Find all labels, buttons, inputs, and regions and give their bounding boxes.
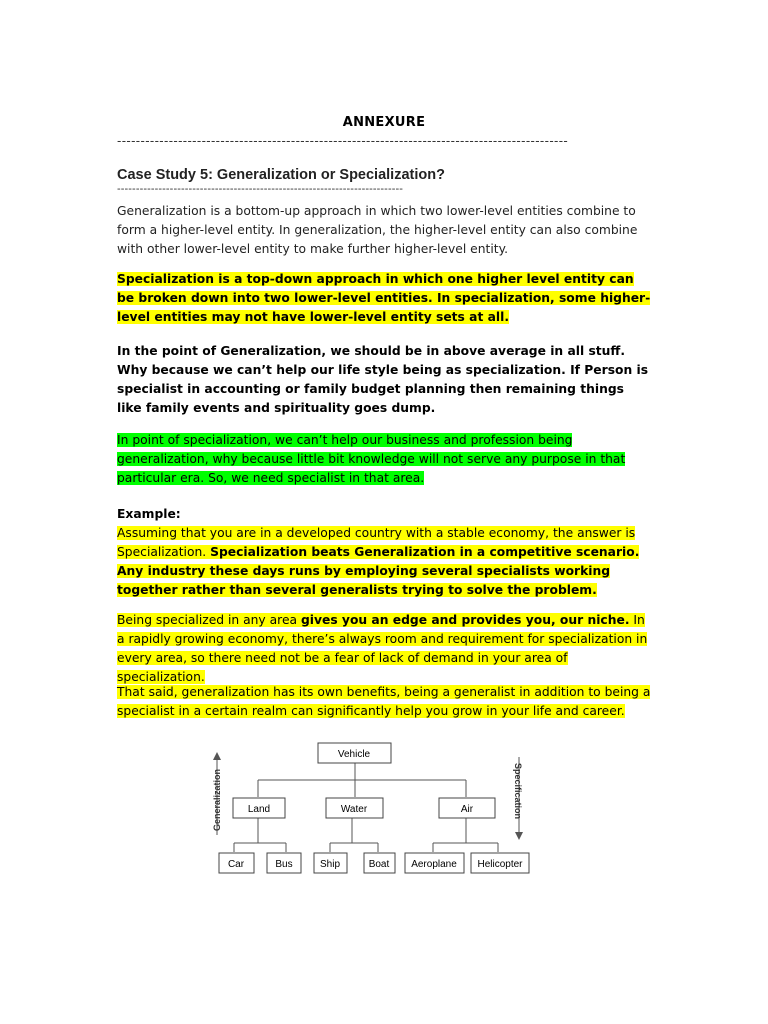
- node-boat: [364, 853, 395, 873]
- dash-separator-short: ----------------------------------------------------------------------------: [117, 183, 403, 195]
- paragraph-point-specialization: [117, 431, 651, 488]
- node-vehicle: [318, 743, 391, 763]
- specification-axis-label: Specification: [513, 763, 523, 820]
- svg-text:Car: Car: [227, 859, 245, 870]
- svg-text:Land: Land: [247, 804, 271, 815]
- paragraph-generalist-benefits: [117, 683, 651, 721]
- para6-plain-1: Being specialized in any area: [117, 613, 301, 627]
- svg-text:Bus: Bus: [275, 859, 293, 870]
- svg-text:Air: Air: [460, 804, 474, 815]
- vehicle-hierarchy-diagram: [208, 735, 538, 880]
- up-arrow-icon: [213, 752, 221, 760]
- dash-separator-long: ------------------------------------------------------------------------------------------------: [117, 133, 569, 148]
- para6-bold: gives you an edge and provides you, our niche.: [300, 613, 630, 627]
- svg-text:Water: Water: [340, 804, 368, 815]
- svg-text:Boat: Boat: [368, 859, 390, 870]
- paragraph-point-generalization: In the point of Generalization, we should be in above average in all stuff. Why because we can’t help our life style being as specialization. If Person is specialist in accounting or family budget planning then remaining things like family events and spirituality goes dump.: [117, 344, 649, 415]
- highlighted-text: [117, 613, 647, 684]
- example-text-plain: Assuming that you are in a developed country with a stable economy, the answer is Specialization.: [117, 526, 636, 559]
- case-study-heading: Case Study 5: Generalization or Specialization?: [117, 167, 445, 183]
- node-ship: [314, 853, 347, 873]
- page-title: ANNEXURE: [342, 115, 426, 130]
- node-bus: [267, 853, 301, 873]
- highlighted-text: That said, generalization has its own benefits, being a generalist in addition to being a specialist in a certain realm can significantly help you grow in your life and career.: [117, 685, 651, 718]
- down-arrow-icon: [515, 832, 523, 840]
- highlighted-text: Specialization is a top-down approach in which one higher level entity can be broken down into two lower-level entities. In specialization, some higher-level entities may not have lower-level entity sets at all.: [117, 272, 651, 324]
- node-helicopter: [471, 853, 529, 873]
- paragraph-specialization: [117, 270, 651, 327]
- node-aeroplane: [405, 853, 464, 873]
- paragraph-generalization: Generalization is a bottom-up approach in which two lower-level entities combine to form a higher-level entity. In generalization, the higher-level entity can also combine with other lower-level entity to make further higher-level entity.: [117, 204, 638, 256]
- example-text-bold: Specialization beats Generalization in a competitive scenario. Any industry these days runs by employing several specialists working together rather than several generalists trying to solve the problem.: [117, 545, 640, 597]
- node-land: [233, 798, 285, 818]
- node-car: [219, 853, 254, 873]
- para6-plain-2: In a rapidly growing economy, there’s always room and requirement for specialization in every area, so there need not be a fear of lack of demand in your area of specialization.: [117, 613, 648, 684]
- example-text: [117, 526, 639, 597]
- svg-text:Vehicle: Vehicle: [337, 749, 371, 760]
- green-highlighted-text: In point of specialization, we can’t help our business and profession being generalization, why because little bit knowledge will not serve any purpose in that particular era. So, we need specialist in that area.: [117, 433, 626, 485]
- svg-text:Ship: Ship: [319, 859, 341, 870]
- node-water: [326, 798, 383, 818]
- paragraph-specialized-edge: [117, 611, 651, 687]
- example-section: [117, 505, 651, 600]
- example-label: Example:: [117, 507, 181, 521]
- svg-text:Aeroplane: Aeroplane: [411, 859, 457, 870]
- generalization-axis-label: Generalization: [212, 768, 222, 831]
- svg-text:Helicopter: Helicopter: [477, 859, 523, 870]
- node-air: [439, 798, 495, 818]
